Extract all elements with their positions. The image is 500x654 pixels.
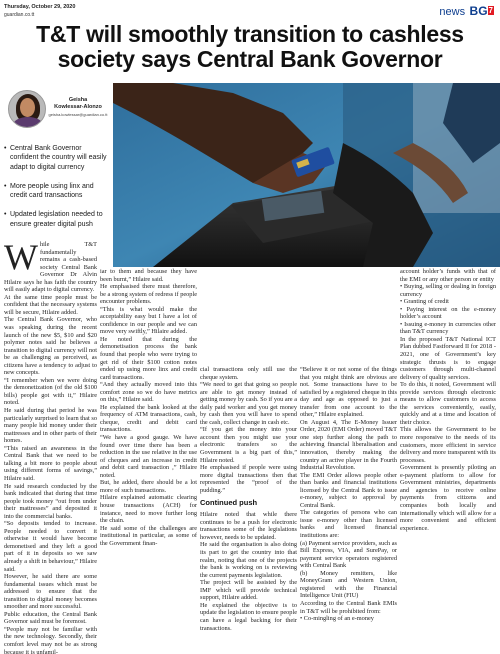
paragraph: He said during that period he was particularly surprised to learn that so many people hid money under their mattresses and in other parts of their homes. xyxy=(4,407,97,445)
paragraph: cial transactions only still use the cheque system. xyxy=(200,366,297,381)
lead-paragraph: While T&T fundamentally remains a cash-based society Central Bank Governor Dr Alvin Hilaire says he has faith the country will easily adapt to digital currency. xyxy=(4,237,97,294)
section-page-number: 7 xyxy=(488,6,493,15)
author-byline xyxy=(2,82,112,140)
author-email: geisha.kowlessar@guardian.co.tt xyxy=(48,112,108,117)
paragraph: “So deposits tended to increase. People needed to convert it otherwise it would have become demonetised and they left a good part of it in deposits so we saw already a shift in behaviour,” Hilaire said. xyxy=(4,520,97,573)
paragraph: • Paying interest on the e-money holder’s account xyxy=(400,305,496,321)
paragraph: The categories of persons who can issue e-money other than licensed banks and licensed financial institutions are: xyxy=(300,509,397,540)
paragraph: “People may not be familiar with the new technology. Secondly, their comfort level may not be as strong because it is unfamil- xyxy=(4,625,97,654)
author-name: Geisha Kowlessar-Alonzo xyxy=(54,97,102,110)
paragraph: • Buying, selling or dealing in foreign currency xyxy=(400,283,496,298)
paragraph: The project will be assisted by the IMF which will provide technical support, Hilaire added. xyxy=(200,579,297,602)
paragraph: account holder’s funds with that of the EMI or any other person or entity xyxy=(400,268,496,283)
paragraph: He said some of the challenges are institutional in particular, as some of the Government finan- xyxy=(100,524,197,547)
card-payment-photo-illustration xyxy=(113,83,500,267)
paragraph: “This raised an awareness in the Central Bank that we need to be talking a bit more to people about using different forms of savings,” Hilaire said. xyxy=(4,444,97,482)
summary-bullet: • More people using linx and credit card transactions xyxy=(4,182,94,200)
paragraph: This allows the Government to be more responsive to the needs of its customers, more efficient in service delivery and more transparent with its processes. xyxy=(400,426,496,464)
summary-bullets xyxy=(4,144,110,239)
paragraph: On August 4, The E-Money Issuer Order, 2020 (EMI Order) moved T&T one step further along the path to achieving financial liberalisation and innovation, thereby making the country an active player in the Fourth Industrial Revolution. xyxy=(300,418,397,472)
paragraph: Hilaire noted that while there continues to be a push for electronic transactions some of the legislations however, needs to be updated. xyxy=(200,511,297,541)
paragraph: He noted that during the demonetisation process the bank found that people who were trying to get rid of their $100 cotton notes ended up using more linx and credit card transactions. xyxy=(100,335,197,381)
paragraph: Hilaire explained automatic clearing house transactions (ACH) for instance, need to move further long the chain. xyxy=(100,494,197,525)
article-column-4 xyxy=(300,366,397,623)
avatar xyxy=(8,90,46,128)
paragraph: At the same time people must be confident that the necessary systems will be secure, Hilaire added. xyxy=(4,293,97,316)
summary-bullet: • Updated legislation needed to ensure greater digital push xyxy=(4,211,103,228)
paragraph: “I remember when we were doing the demonetization (of the old $100 bills) people got with it,” Hilaire noted. xyxy=(4,376,97,407)
paragraph: He said research conducted by the bank indicated that during that time people took money “out from under their mattresses” and deposited it into the commercial banks. xyxy=(4,482,97,520)
headline-line-1: T&T will smoothly transition to cashless xyxy=(36,21,464,47)
paragraph: Government is presently piloting an e-payment platform to allow for Government ministries, departments and agencies to receive online payments from citizens and companies both locally and internationally which will allow for a more convenient and efficient experience. xyxy=(400,464,496,532)
paragraph: • Co-mingling of an e-money xyxy=(300,615,374,623)
article-column-3 xyxy=(200,366,297,632)
paragraph: The Central Bank Governor, who was speaking during the recent launch of the new $5, $10 and $20 polymer notes said he believes a transition to digital currency will not be as challenging as perceived, as citizens have a tendency to adjust to new concepts. xyxy=(4,316,97,377)
section-bg-label: BG xyxy=(469,4,488,18)
date-line: Thursday, October 29, 2020 xyxy=(4,4,76,10)
article-body xyxy=(4,237,496,654)
drop-cap: W xyxy=(4,237,38,277)
headline xyxy=(4,22,496,72)
article-column-2 xyxy=(100,268,197,547)
headline-line-2: society says Central Bank Governor xyxy=(57,46,443,72)
paragraph: He said the organisation is also doing its part to get the country into that realm, noting that one of the projects the bank is working on is reviewing the current payments legislation. xyxy=(200,541,297,579)
paragraph: Public education, the Central Bank Governor said must be foremost. xyxy=(4,610,97,626)
paragraph: To do this, it noted, Government will provide services through electronic means to allow customers to access the services conveniently, easily, quickly and at a time and location of their choice. xyxy=(400,381,496,426)
paragraph: “We have a good gauge. We have found over time there has been a reduction in the use relative in the use of cheques and an increase in credit and debit card transaction ,” Hilaire noted. xyxy=(100,434,197,479)
paragraph: “If you get the money into your account then you might use your electronic transfers so the Government is a big part of this,” Hilaire noted. xyxy=(200,426,297,464)
article-column-5 xyxy=(400,268,496,532)
paragraph: The EMI Order allows people other than banks and financial institutions licensed by the Central Bank to issue e-money, subject to approval by Central Bank. xyxy=(300,471,397,509)
subheading: Continued push xyxy=(200,498,258,508)
paragraph: “This is what would make the acceptability easy but I have a lot of confidence in our people and we can move very swiftly,” Hilaire added. xyxy=(100,305,197,336)
paragraph: “And they actually moved into this comfort zone so we do have metrics on this,” Hilaire said. xyxy=(100,381,197,404)
paragraph: He emphasised there must therefore, be a strong system of redress if people encounter problems. xyxy=(100,283,197,306)
section-logo xyxy=(439,2,494,20)
paragraph: (b) Money remitters, like MoneyGram and Western Union, registered with the Financial Intelligence Unit (FIU) xyxy=(300,569,397,600)
summary-bullet: • Central Bank Governor confident the country will easily adapt to digital currency xyxy=(4,145,107,171)
paragraph: • Issuing e-money in currencies other than T&T currency xyxy=(400,320,496,336)
paragraph: However, he said there are some fundamental issues which must be addressed to ensure that the transition to digital money becomes smoother and more successful. xyxy=(4,573,97,611)
paragraph: iar to them and because they have been burnt,” Hilaire said. xyxy=(100,268,197,283)
paragraph: (a) Payment service providers, such as Bill Express, VIA, and SurePay, or payment service operators registered with Central Bank xyxy=(300,539,397,570)
article-photo xyxy=(113,83,500,267)
paragraph: He emphasised if people were using more digital transactions then that represented the “proof of the pudding.” xyxy=(200,464,297,494)
paragraph: But, he added, there should be a lot more of such transactions. xyxy=(100,479,197,494)
paragraph: He explained the objective is to update the legislation to ensure people can have a legal backing for their transactions. xyxy=(200,601,297,632)
paragraph: “We need to get that going so people are able to get money instead of getting money by cash. So if you are a daily paid worker and you get money by cash then you will have to spend the cash, collect change in cash etc. xyxy=(200,381,297,426)
paragraph: He explained the bank looked at the frequency of ATM transactions, cash, cheque, credit and debit card transactions. xyxy=(100,403,197,434)
paragraph: • Granting of credit xyxy=(400,298,449,306)
section-news-label: news xyxy=(439,6,466,18)
site-url: guardian.co.tt xyxy=(4,12,35,18)
article-column-1 xyxy=(4,237,97,654)
paragraph: “Believe it or not some of the things that you might think are obvious are not. Some transactions have to be satisfied by a registered cheque in this day and age as opposed to just a transfer from one account to the other,” Hilaire explained. xyxy=(300,366,397,419)
paragraph: In the proposed T&T National ICT Plan dubbed Fastforward II for 2018 - 2021, one of Government’s key strategic thrusts is to engage customers through multi-channel delivery of quality services. xyxy=(400,335,496,381)
paragraph: According to the Central Bank EMIs in T&T will be prohibited from: xyxy=(300,599,397,615)
